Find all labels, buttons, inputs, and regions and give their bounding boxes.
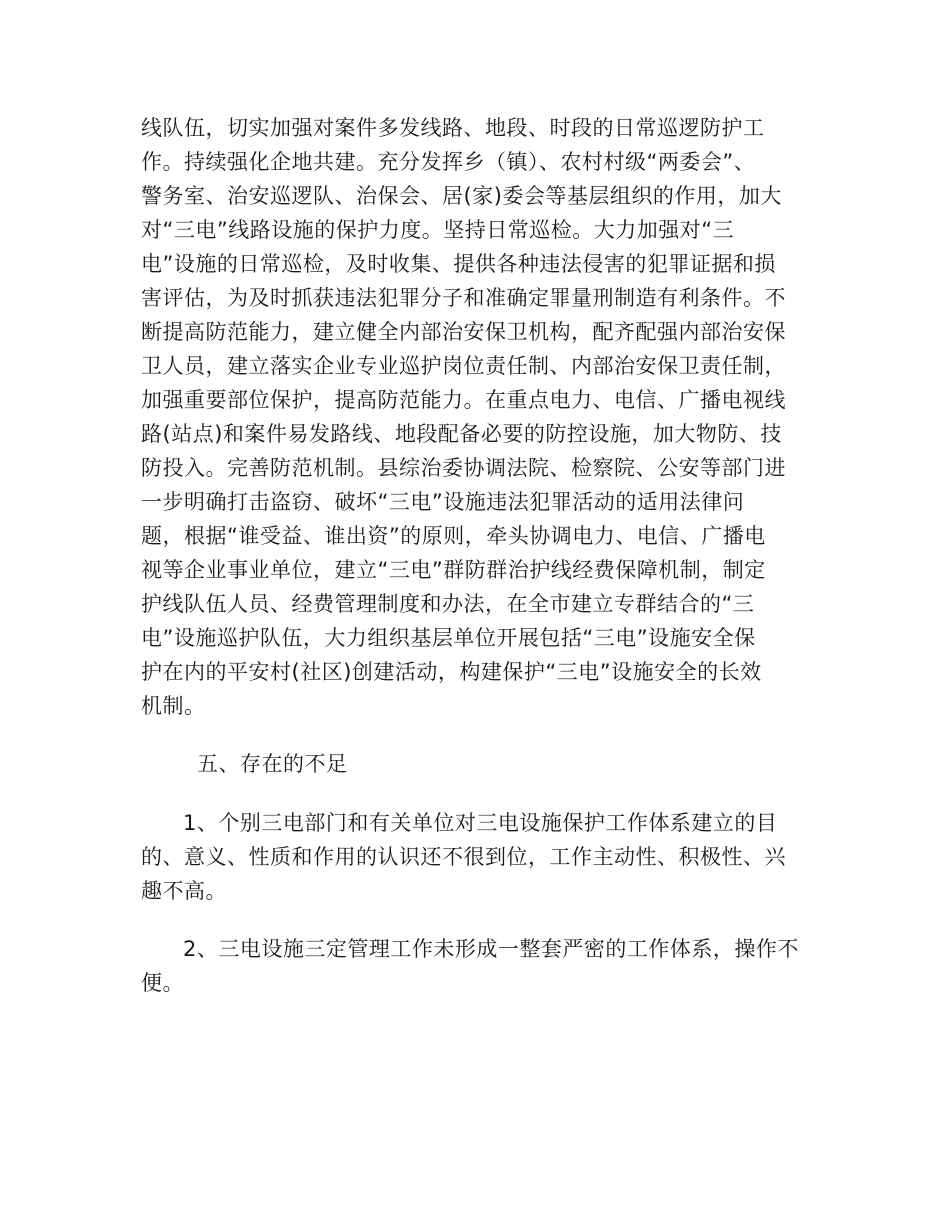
paragraph-line: 害评估，为及时抓获违法犯罪分子和准确定罪量刑制造有利条件。不: [141, 286, 786, 310]
paragraph-line: 趣不高。: [141, 879, 227, 903]
paragraph-line: 防投入。完善防范机制。县综治委协调法院、检察院、公安等部门进: [141, 456, 786, 480]
paragraph-line: 电”设施的日常巡检，及时收集、提供各种违法侵害的犯罪证据和损: [141, 252, 776, 276]
paragraph-line: 2、三电设施三定管理工作未形成一整套严密的工作体系，操作不: [183, 937, 799, 961]
paragraph-line: 线队伍，切实加强对案件多发线路、地段、时段的日常巡逻防护工: [141, 116, 765, 140]
paragraph-line: 护线队伍人员、经费管理制度和办法，在全市建立专群结合的“三: [141, 592, 755, 616]
paragraph-line: 电”设施巡护队伍，大力组织基层单位开展包括“三电”设施安全保: [141, 626, 756, 650]
paragraph-line: 加强重要部位保护，提高防范能力。在重点电力、电信、广播电视线: [141, 388, 786, 412]
paragraph-line: 断提高防范能力，建立健全内部治安保卫机构，配齐配强内部治安保: [141, 320, 786, 344]
paragraph-line: 对“三电”线路设施的保护力度。坚持日常巡检。大力加强对“三: [141, 218, 735, 242]
paragraph-line: 路(站点)和案件易发路线、地段配备必要的防控设施，加大物防、技: [141, 422, 782, 446]
paragraph-line: 视等企业事业单位，建立“三电”群防群治护线经费保障机制，制定: [141, 558, 766, 582]
section-heading: 五、存在的不足: [197, 752, 348, 776]
paragraph-line: 机制。: [141, 694, 206, 718]
paragraph-line: 的、意义、性质和作用的认识还不很到位，工作主动性、积极性、兴: [141, 845, 786, 869]
paragraph-line: 警务室、治安巡逻队、治保会、居(家)委会等基层组织的作用，加大: [141, 184, 782, 208]
paragraph-line: 一步明确打击盗窃、破坏“三电”设施违法犯罪活动的适用法律问: [141, 490, 745, 514]
paragraph-line: 护在内的平安村(社区)创建活动，构建保护“三电”设施安全的长效: [141, 660, 762, 684]
paragraph-line: 题，根据“谁受益、谁出资”的原则，牵头协调电力、电信、广播电: [141, 524, 766, 548]
paragraph-line: 1、个别三电部门和有关单位对三电设施保护工作体系建立的目: [183, 811, 778, 835]
paragraph-line: 作。持续强化企地共建。充分发挥乡（镇）、农村村级“两委会”、: [141, 150, 756, 174]
paragraph-line: 卫人员，建立落实企业专业巡护岗位责任制、内部治安保卫责任制，: [141, 354, 786, 378]
paragraph-line: 便。: [141, 971, 184, 995]
